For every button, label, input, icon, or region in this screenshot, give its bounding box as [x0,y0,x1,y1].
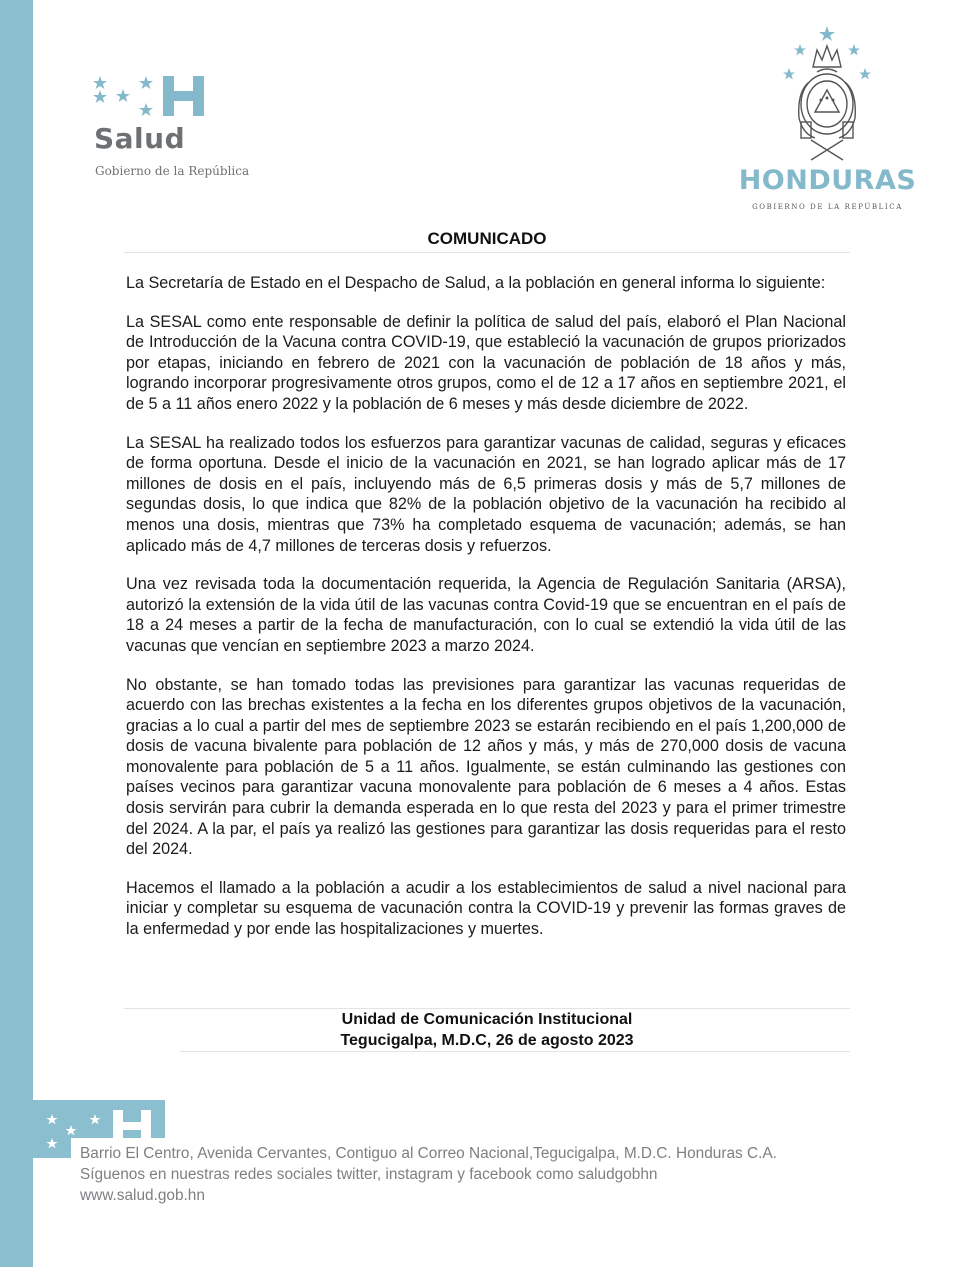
salud-logo-text: Salud [94,122,186,155]
honduras-logo-text: HONDURAS [738,165,917,196]
paragraph-intro: La Secretaría de Estado en el Despacho de Salud, a la población en general informa lo siguiente: [126,274,826,292]
document-title: COMUNICADO [427,229,547,248]
signature-place-date: Tegucigalpa, M.D.C, 26 de agosto 2023 [340,1032,634,1049]
document-body [126,273,846,958]
paragraph-vaccination-stats: La SESAL ha realizado todos los esfuerzos para garantizar vacunas de calidad, seguras y eficaces de forma oportuna. Desde el inicio de la vacunación en 2021, se han logrado aplicar más de 17 millones de dosis en el país, incluyendo más de 6,5 primeras dosis y más de 5,7 millones de segundas dosis, lo que indica que 82% de la población objetivo de la vacunación ha recibido al menos una dosis, mientras que 73% ha completado esquema de vacunación; además, se han aplicado más de 4,7 millones de terceras dosis y refuerzos. [126,433,846,555]
paragraph-arsa-extension: Una vez revisada toda la documentación requerida, la Agencia de Regulación Sanitaria (ARSA), autorizó la extensión de la vida útil de las vacunas contra Covid-19 que se encuentran en el país de 18 a 24 meses a partir de la fecha de manufacturación, con lo cual se extendió la vida útil de las vacunas que vencían en septiembre 2023 a marzo 2024. [126,575,846,655]
coat-of-arms-icon [725,22,930,162]
honduras-logo [725,22,930,217]
salud-stars-h-icon [90,70,210,122]
title-divider [124,252,850,253]
side-accent-bar [0,0,33,1267]
footer-website-link[interactable]: www.salud.gob.hn [80,1187,205,1204]
paragraph-plan: La SESAL como ente responsable de definir la política de salud del país, elaboró el Plan Nacional de Introducción de la Vacuna contra COVID-19, que estableció la vacunación de grupos priorizados por etapas, iniciando en febrero de 2021 con la vacunación de población de 18 años y más, logrando incorporar progresivamente otros grupos, como el de 12 a 17 años en septiembre 2021, el de 5 a 11 años enero 2022 y la población de 6 meses y más desde diciembre de 2022. [126,312,846,413]
footer-contact [80,1143,777,1206]
honduras-logo-subtitle: GOBIERNO DE LA REPÚBLICA [752,203,903,211]
footer-address: Barrio El Centro, Avenida Cervantes, Contiguo al Correo Nacional,Tegucigalpa, M.D.C. Honduras C.A. [80,1145,777,1162]
paragraph-call-to-action: Hacemos el llamado a la población a acudir a los establecimientos de salud a nivel nacional para iniciar y completar su esquema de vacunación contra la COVID-19 y prevenir las formas graves de la enfermedad y por ende las hospitalizaciones y muertes. [126,878,846,939]
signature-unit: Unidad de Comunicación Institucional [341,1011,633,1028]
paragraph-provisions: No obstante, se han tomado todas las previsiones para garantizar las vacunas requeridas de acuerdo con las brechas existentes a la fecha en los diferentes grupos objetivos de la vacunación, gracias a lo cual a partir del mes de septiembre 2023 se estarán recibiendo en el país 1,200,000 de dosis de vacuna bivalente para población de 12 años y más, y más de 270,000 dosis de vacuna monovalente para población de 5 a 11 años. Igualmente, se están culminando las gestiones con países vecinos para garantizar vacuna monovalente para población de 6 meses a 4 años. Estas dosis servirán para cubrir la demanda esperada en lo que resta del 2023 y para el primer trimestre del 2024. A la par, el país ya realizó las gestiones para garantizar las dosis requeridas para el resto del 2024. [126,675,846,859]
signature-bottom-divider [180,1051,850,1052]
salud-logo [90,70,250,185]
salud-logo-subtitle: Gobierno de la República [95,164,250,178]
footer-social: Síguenos en nuestras redes sociales twitter, instagram y facebook como saludgobhn [80,1166,658,1183]
signature-top-divider [124,1008,850,1009]
